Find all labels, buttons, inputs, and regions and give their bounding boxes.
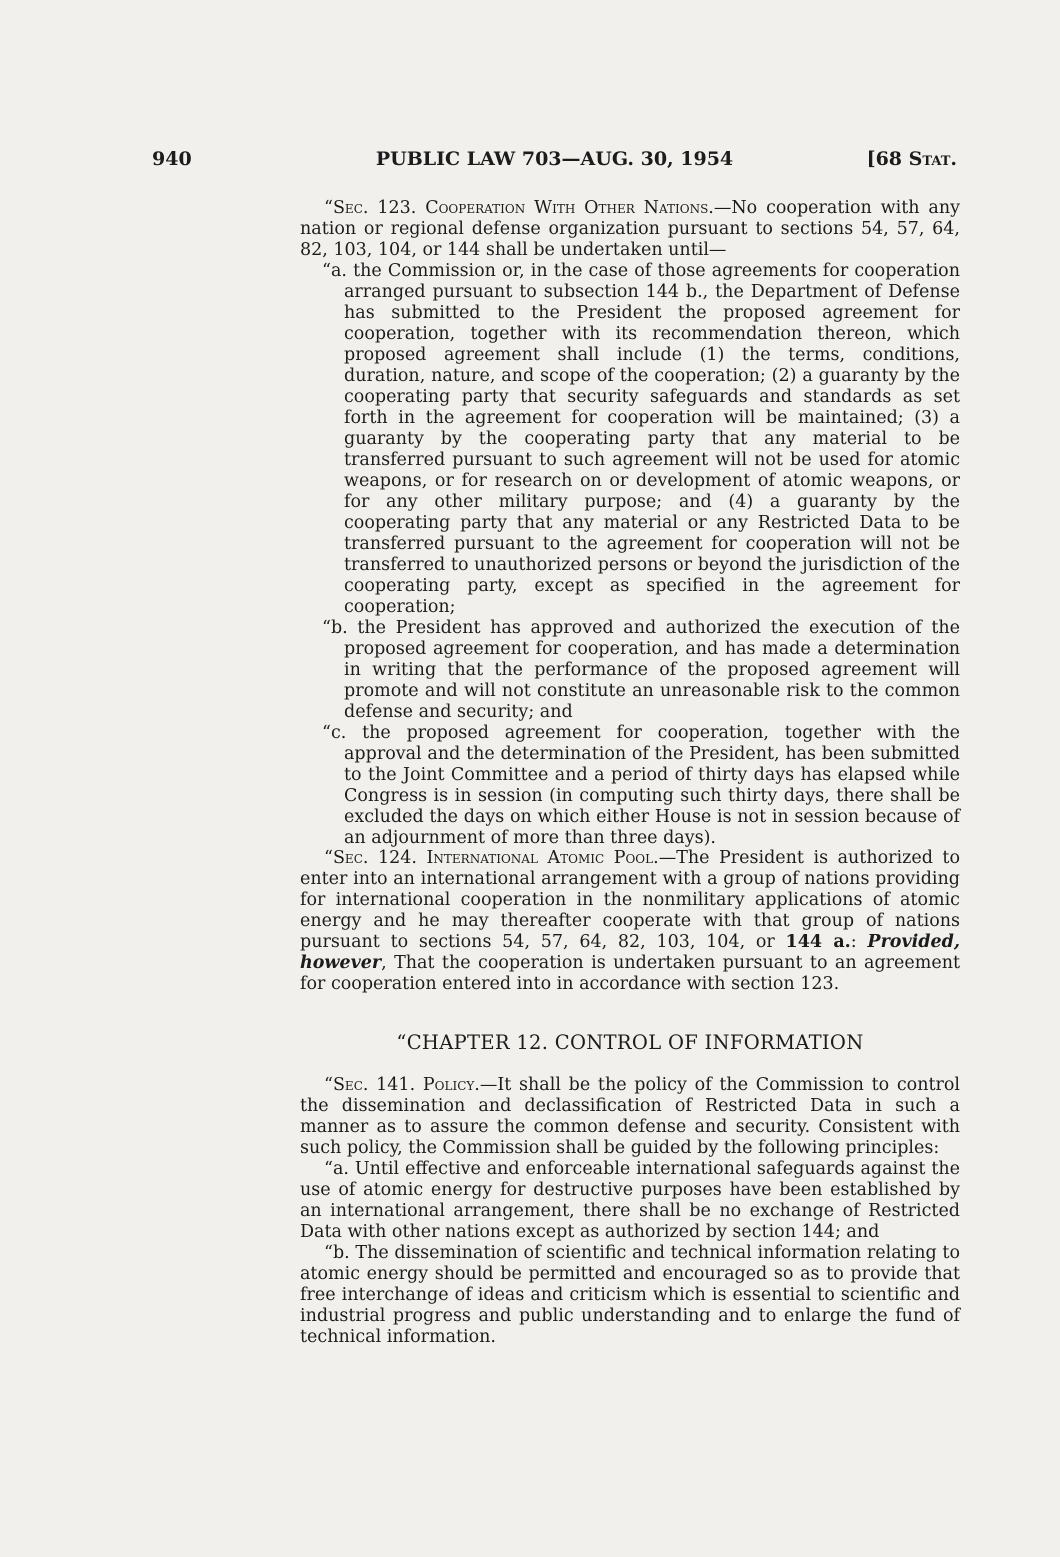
page-header [152, 148, 957, 178]
section-123-intro [300, 198, 960, 261]
running-title: PUBLIC LAW 703—AUG. 30, 1954 [375, 148, 734, 170]
section-124-lead: “Sec. 124. [324, 848, 417, 868]
section-123-body: —No cooperation with any nation or regional defense organization pursuant to sections 54, 57, 64, 82, 103, 104, or 144 shall be undertaken until— [300, 198, 960, 260]
section-123-clause-c: “c. the proposed agreement for cooperation, together with the approval and the determination of the President, has been submitted to the Joint Committee and a period of thirty days has elapsed while Congress is in session (in computing such thirty days, there shall be excluded the days on which either House is not in session because of an adjournment of more than three days). [322, 723, 960, 848]
section-123-heading: Cooperation With Other Nations. [425, 198, 714, 218]
section-141-principle-b: “b. The dissemination of scientific and technical information relating to atomic energy should be permitted and encouraged so as to provide that free interchange of ideas and criticism which is essential to scientific and industrial progress and public understanding and to enlarge the fund of technical information. [300, 1243, 960, 1347]
section-141-heading: Policy. [422, 1075, 480, 1095]
statute-reference [867, 148, 957, 170]
section-123-block [300, 198, 960, 849]
section-123-clause-a: “a. the Commission or, in the case of those agreements for cooperation arranged pursuant to subsection 144 b., the Department of Defense has submitted to the President the proposed agreement for cooperation, together with its recommendation thereon, which proposed agreement shall include (1) the terms, conditions, duration, nature, and scope of the cooperation; (2) a guaranty by the cooperating party that security safeguards and standards as set forth in the agreement for cooperation will be maintained; (3) a guaranty by the cooperating party that any material to be transferred pursuant to such agreement will not be used for atomic weapons, or for research on or development of atomic weapons, or for any other military purpose; and (4) a guaranty by the cooperating party that any material or any Restricted Data to be transferred pursuant to the agreement for cooperation will not be transferred to unauthorized persons or beyond the jurisdiction of the cooperating party, except as specified in the agreement for cooperation; [322, 261, 960, 617]
statute-abbr: Stat. [908, 148, 957, 170]
section-124-paragraph [300, 848, 960, 995]
section-123-clause-b: “b. the President has approved and authorized the execution of the proposed agreement for cooperation, and has made a determination in writing that the performance of the proposed agreement will promote and will not constitute an unreasonable risk to the common defense and security; and [322, 618, 960, 722]
section-124-colon: : [850, 932, 868, 952]
section-124-provided: Provided, however [300, 932, 960, 973]
section-141-intro [300, 1075, 960, 1159]
section-124-block [300, 848, 960, 995]
section-141-body: —It shall be the policy of the Commission to control the dissemination and declassification of Restricted Data in such a manner as to assure the common defense and security. Consistent with such policy, the Commission shall be guided by the following principles: [300, 1075, 961, 1158]
section-124-bold-ref: 144 a. [785, 932, 851, 952]
section-123-lead: “Sec. 123. [324, 198, 417, 218]
statute-bracket: [68 [866, 148, 909, 170]
section-124-body-1: —The President is authorized to enter into an international arrangement with a group of nations providing for international cooperation in the nonmilitary applications of atomic energy and he may thereafter cooperate with that group of nations pursuant to sections 54, 57, 64, 82, 103, 104, or [300, 848, 960, 952]
chapter-heading: “CHAPTER 12. CONTROL OF INFORMATION [396, 1031, 864, 1054]
section-141-lead: “Sec. 141. [324, 1075, 416, 1095]
page-number: 940 [152, 148, 192, 170]
section-124-body-2: , That the cooperation is undertaken pursuant to an agreement for cooperation entered into in accordance with section 123. [300, 953, 960, 994]
section-141-block [300, 1075, 960, 1348]
section-141-principle-a: “a. Until effective and enforceable international safeguards against the use of atomic energy for destructive purposes have been established by an international arrangement, there shall be no exchange of Restricted Data with other nations except as authorized by section 144; and [300, 1159, 960, 1242]
section-124-heading: International Atomic Pool. [426, 848, 659, 868]
